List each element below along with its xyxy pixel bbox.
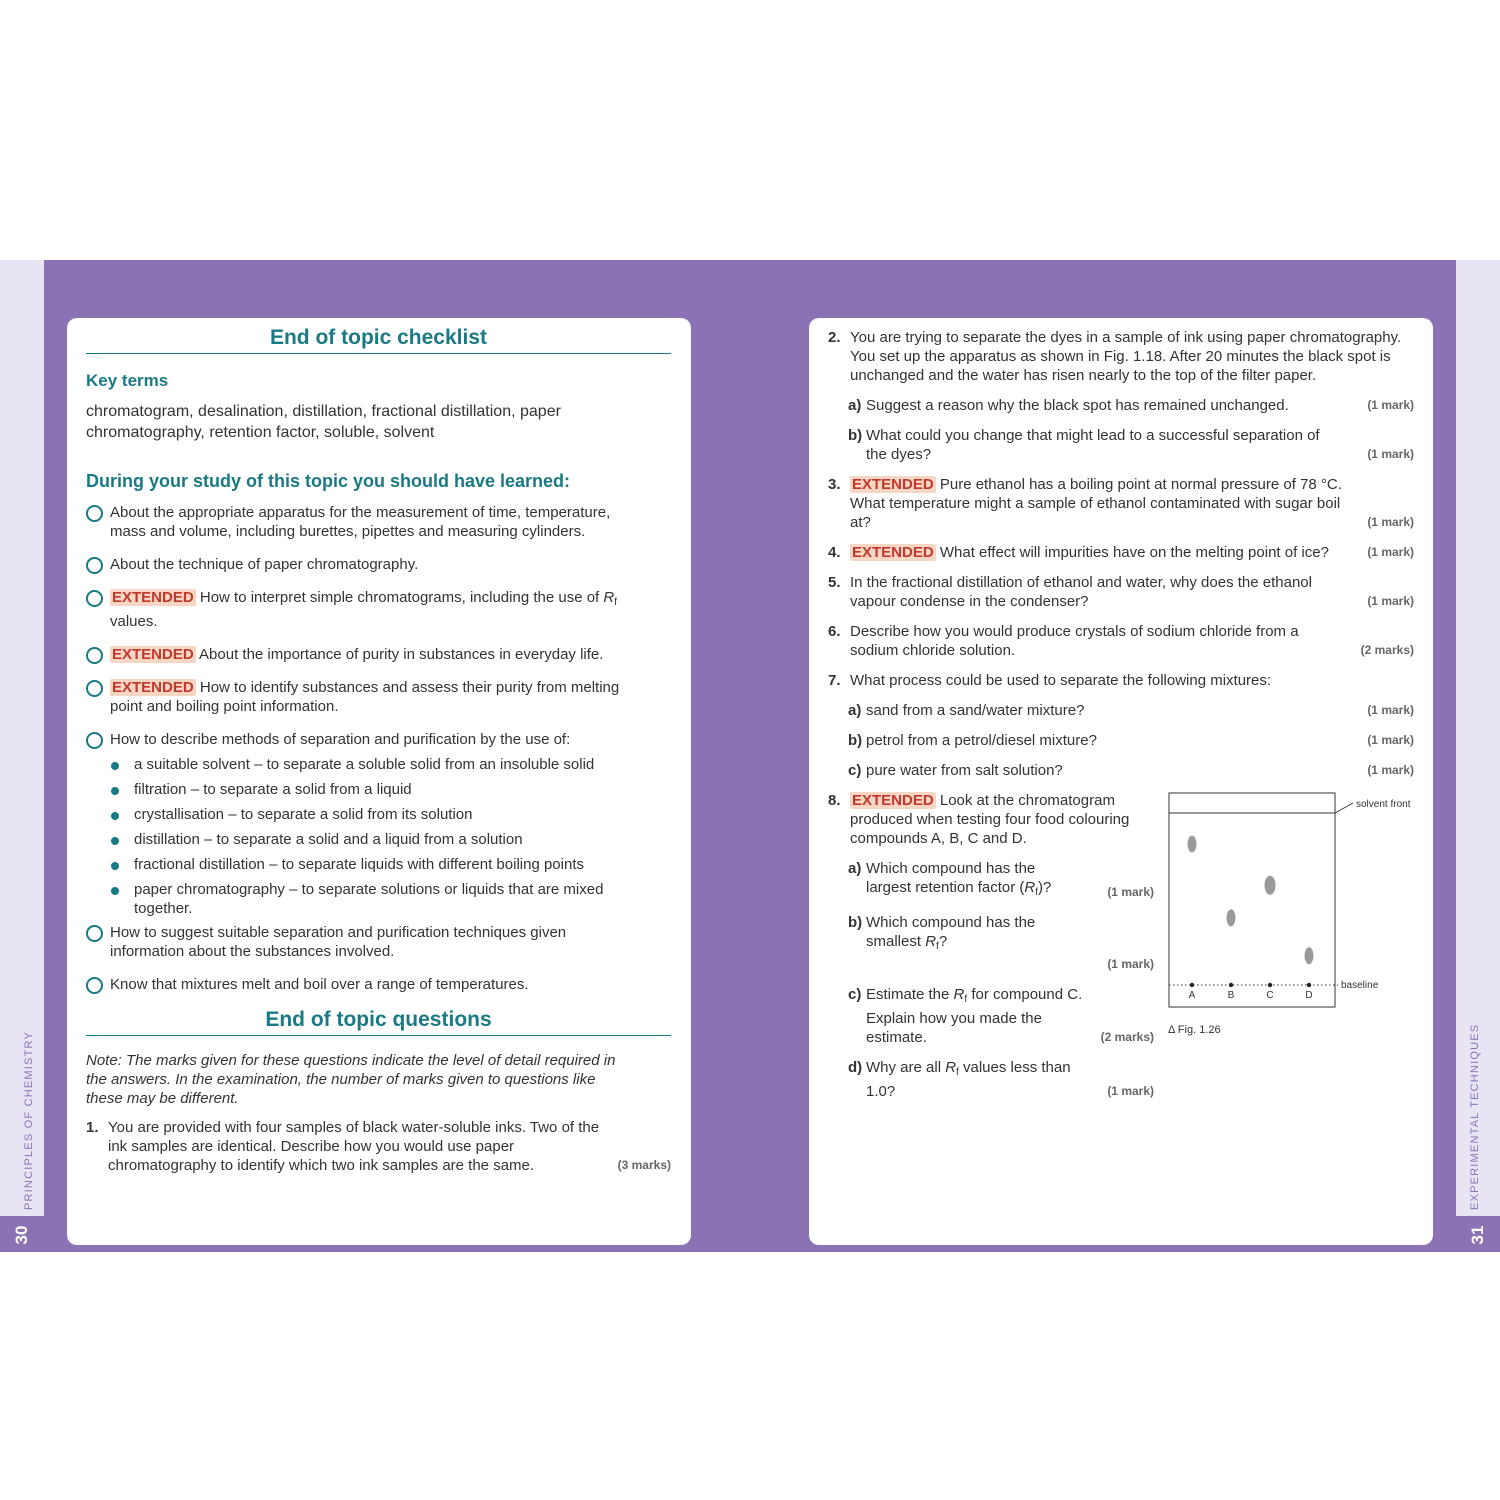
checkbox-circle-icon[interactable] (86, 590, 103, 607)
question-4: 4. EXTENDED What effect will impurities have on the melting point of ice? (1 mark) (828, 544, 1414, 561)
bullet-icon (111, 862, 119, 870)
bullet-icon (111, 837, 119, 845)
checklist-item: EXTENDED How to interpret simple chromatograms, including the use of $R_f$ values. (86, 588, 635, 631)
checklist-title: End of topic checklist (86, 326, 671, 354)
question-1: 1. You are provided with four samples of black water-soluble inks. Two of the ink samples are identical. Describe how you would use paper chromatography to identify which two ink samples are the same. (3 marks) (86, 1119, 671, 1174)
chromatogram-figure (1168, 791, 1418, 1041)
question-3: 3. EXTENDED Pure ethanol has a boiling point at normal pressure of 78 °C. What temperature might a sample of ethanol contaminated with sugar boil at? (1 mark) (828, 476, 1414, 531)
note: Note: The marks given for these questions indicate the level of detail required in the answers. In the examination, the number of marks given to questions like these may be different. (86, 1052, 616, 1107)
book-spread (0, 260, 1500, 1252)
question-6: 6. Describe how you would produce crystals of sodium chloride from a sodium chloride solution. (2 marks) (828, 623, 1414, 659)
checklist-item: EXTENDED About the importance of purity in substances in everyday life. (86, 645, 635, 664)
question-5: 5. In the fractional distillation of ethanol and water, why does the ethanol vapour condense in the condenser? (1 mark) (828, 574, 1414, 610)
checkbox-circle-icon[interactable] (86, 557, 103, 574)
extended-badge: EXTENDED (852, 476, 934, 493)
extended-badge: EXTENDED (112, 679, 194, 696)
bullet-icon (111, 887, 119, 895)
question-2a: a) Suggest a reason why the black spot has remained unchanged. (1 mark) (848, 397, 1414, 414)
bullet-item: crystallisation – to separate a solid from its solution (86, 805, 635, 824)
baseline-dot-C (1268, 983, 1272, 987)
right-page-edge (1456, 260, 1500, 1252)
checklist-item: About the appropriate apparatus for the measurement of time, temperature, mass and volume, including burettes, pipettes and measuring cylinders. (86, 503, 635, 541)
key-terms-heading: Key terms (86, 371, 169, 390)
question-7a: a) sand from a sand/water mixture? (1 mark) (848, 702, 1414, 719)
bullet-item: a suitable solvent – to separate a soluble solid from an insoluble solid (86, 755, 635, 774)
left-page-edge (0, 260, 44, 1252)
lane-label-D: D (1305, 990, 1313, 1001)
lane-label-B: B (1227, 990, 1235, 1001)
spot-D (1305, 947, 1314, 964)
question-8a: a) Which compound has the largest retention factor $(R_f)$? (1 mark) (848, 860, 1154, 899)
spot-C (1265, 876, 1276, 895)
question-7: 7. What process could be used to separate the following mixtures: (828, 672, 1272, 689)
extended-badge: EXTENDED (112, 589, 194, 606)
checklist (86, 503, 671, 994)
solvent-front-leader (1335, 803, 1353, 813)
question-2b: b) What could you change that might lead to a successful separation of the dyes? (1 mark) (848, 427, 1414, 463)
question-8b: b) Which compound has the smallest $R_f$? (1 mark) (848, 914, 1154, 971)
left-panel (67, 318, 691, 1245)
question-8d: d) Why are all $R_f$ values less than 1.0? (1 mark) (848, 1059, 1154, 1100)
lane-label-C: C (1266, 990, 1274, 1001)
bullet-icon (111, 762, 119, 770)
extended-badge: EXTENDED (852, 544, 934, 561)
baseline-dot-D (1307, 983, 1311, 987)
checklist-item: How to describe methods of separation and purification by the use of: (86, 730, 635, 749)
question-8c: c) Estimate the $R_f$ for compound C. Explain how you made the estimate. (2 marks) (848, 986, 1154, 1046)
questions-title: End of topic questions (86, 1008, 671, 1036)
question-7b: b) petrol from a petrol/diesel mixture? (1 mark) (848, 732, 1414, 749)
checklist-item: Know that mixtures melt and boil over a range of temperatures. (86, 975, 635, 994)
checklist-item: About the technique of paper chromatography. (86, 555, 635, 574)
checklist-item: How to suggest suitable separation and purification techniques given information about the substances involved. (86, 923, 635, 961)
bullet-item: distillation – to separate a solid and a liquid from a solution (86, 830, 635, 849)
checkbox-circle-icon[interactable] (86, 680, 103, 697)
figure-caption: Δ Fig. 1.26 (1168, 1024, 1221, 1036)
bullet-icon (111, 812, 119, 820)
bullet-icon (111, 787, 119, 795)
question-2: 2. You are trying to separate the dyes in a sample of ink using paper chromatography. You set up the apparatus as shown in Fig. 1.18. After 20 minutes the black spot is unchanged and the water has risen nearly to the top of the filter paper. (828, 329, 1402, 384)
spot-A (1188, 835, 1197, 852)
baseline-dot-B (1229, 983, 1233, 987)
question-8: 8. EXTENDED Look at the chromatogram produced when testing four food colouring compounds A, B, C and D. (828, 792, 1130, 847)
chromatogram-paper (1169, 793, 1335, 1007)
bullet-item: filtration – to separate a solid from a liquid (86, 780, 635, 799)
right-panel (809, 318, 1433, 1245)
left-page-number-box (0, 1216, 44, 1252)
spot-B (1227, 909, 1236, 926)
learned-heading: During your study of this topic you should have learned: (86, 471, 571, 491)
bullet-item: fractional distillation – to separate liquids with different boiling points (86, 855, 635, 874)
key-terms: chromatogram, desalination, distillation, fractional distillation, paper chromatography, retention factor, soluble, solvent (86, 403, 561, 441)
baseline-dot-A (1190, 983, 1194, 987)
extended-badge: EXTENDED (112, 646, 194, 663)
extended-badge: EXTENDED (852, 792, 934, 809)
checkbox-circle-icon[interactable] (86, 505, 103, 522)
left-page-number: 30 (12, 1225, 31, 1245)
right-side-label: EXPERIMENTAL TECHNIQUES (1469, 1023, 1481, 1210)
marks: (3 marks) (617, 1158, 671, 1172)
checkbox-circle-icon[interactable] (86, 647, 103, 664)
checkbox-circle-icon[interactable] (86, 977, 103, 994)
bullet-item: paper chromatography – to separate solutions or liquids that are mixed together. (86, 880, 635, 918)
lane-label-A: A (1188, 990, 1196, 1001)
checkbox-circle-icon[interactable] (86, 925, 103, 942)
checklist-item: EXTENDED How to identify substances and assess their purity from melting point and boiling point information. (86, 678, 635, 716)
solvent-front-label: solvent front (1356, 799, 1411, 810)
right-page-number: 31 (1468, 1225, 1487, 1245)
baseline-label: baseline (1341, 980, 1379, 991)
checkbox-circle-icon[interactable] (86, 732, 103, 749)
left-side-label: PRINCIPLES OF CHEMISTRY (23, 1031, 35, 1210)
question-7c: c) pure water from salt solution? (1 mark) (848, 762, 1414, 779)
right-page-number-box (1456, 1216, 1500, 1252)
